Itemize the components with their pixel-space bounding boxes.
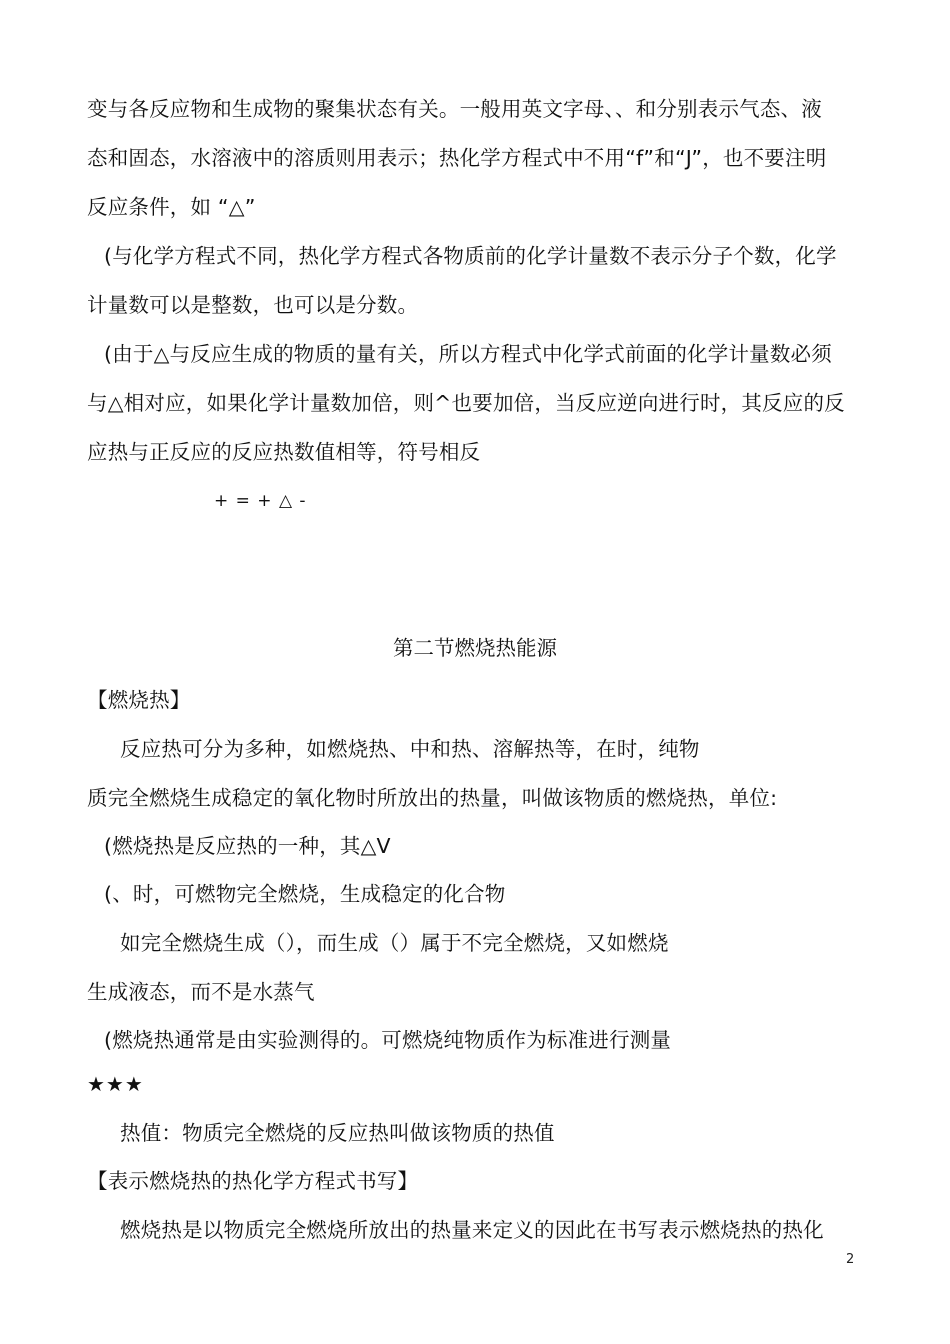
- subheading-combustion-heat: 【燃烧热】: [87, 688, 191, 712]
- star-rating: ★★★: [87, 1072, 144, 1096]
- note3-line-2: 与△相对应，如果化学计量数加倍，则^也要加倍，当反应逆向进行时，其反应的反: [87, 391, 845, 415]
- intro-line-3: 反应条件，如 “△”: [87, 195, 256, 219]
- intro-line-2: 态和固态，水溶液中的溶质则用表示；热化学方程式中不用“f”和“J”，也不要注明: [87, 146, 827, 170]
- section-title: 第二节燃烧热能源: [393, 636, 557, 660]
- definition-line-2: 质完全燃烧生成稳定的氧化物时所放出的热量，叫做该物质的燃烧热，单位:: [87, 786, 778, 810]
- example-line-2: 生成液态，而不是水蒸气: [87, 980, 315, 1004]
- note2-line-1: (与化学方程式不同，热化学方程式各物质前的化学计量数不表示分子个数，化学: [104, 244, 837, 268]
- note3-line-3: 应热与正反应的反应热数值相等，符号相反: [87, 440, 481, 464]
- measure-note: (燃烧热通常是由实验测得的。可燃烧纯物质作为标准进行测量: [104, 1028, 672, 1052]
- example-line-1: 如完全燃烧生成（），而生成（）属于不完全燃烧，又如燃烧: [120, 931, 669, 955]
- definition-line-1: 反应热可分为多种，如燃烧热、中和热、溶解热等，在时，纯物: [120, 737, 700, 761]
- last-line: 燃烧热是以物质完全燃烧所放出的热量来定义的因此在书写表示燃烧热的热化: [120, 1218, 824, 1242]
- page-number: 2: [846, 1252, 855, 1267]
- note3-line-1: (由于△与反应生成的物质的量有关，所以方程式中化学式前面的化学计量数必须: [104, 342, 832, 366]
- thermochemical-equation: + = + △ -: [214, 491, 307, 511]
- note-line-1: (燃烧热是反应热的一种，其△V: [104, 834, 391, 858]
- heat-value-definition: 热值：物质完全燃烧的反应热叫做该物质的热值: [120, 1121, 555, 1145]
- subheading-equation-writing: 【表示燃烧热的热化学方程式书写】: [87, 1169, 419, 1193]
- intro-line-1: 变与各反应物和生成物的聚集状态有关。一般用英文字母、、和分别表示气态、液: [87, 97, 822, 121]
- note2-line-2: 计量数可以是整数，也可以是分数。: [87, 293, 419, 317]
- note-line-2: (、时，可燃物完全燃烧，生成稳定的化合物: [104, 882, 506, 906]
